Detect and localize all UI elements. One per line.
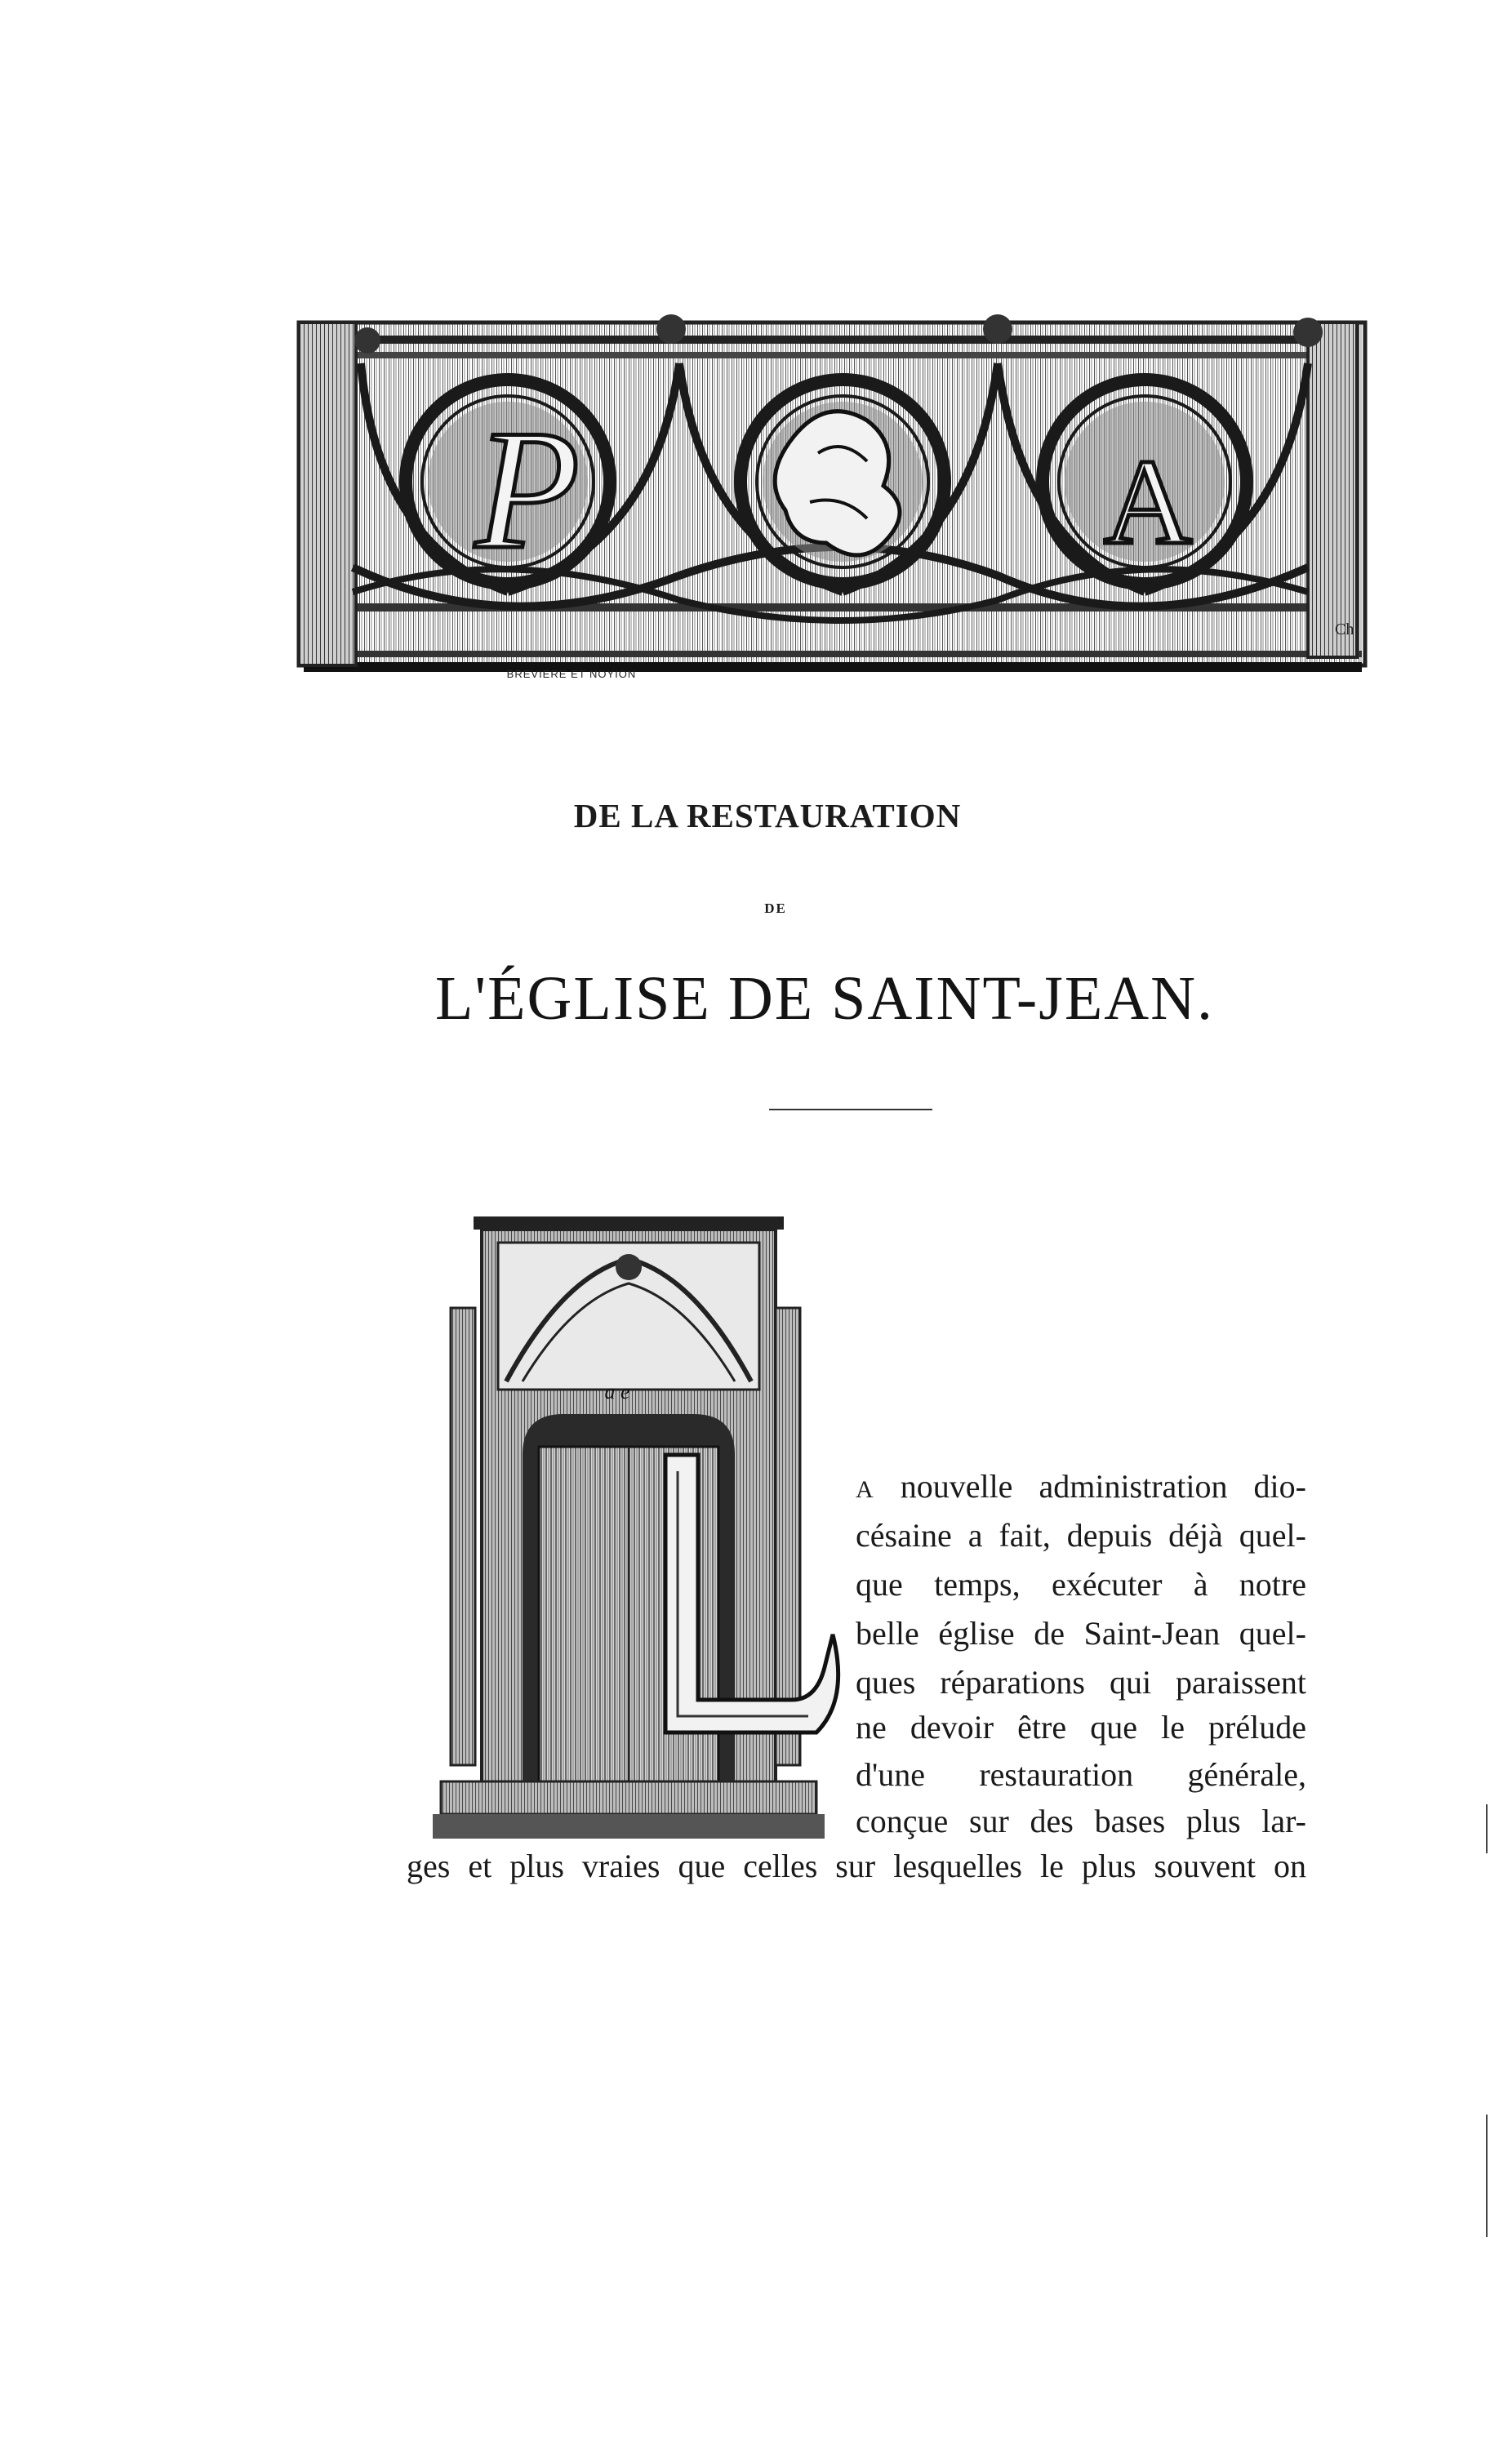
svg-text:P: P xyxy=(475,395,580,585)
dropcap-monogram: a e xyxy=(604,1380,630,1403)
body-line-7: d'une restauration générale, xyxy=(856,1756,1306,1793)
title-line-eglise: L'ÉGLISE DE SAINT-JEAN. xyxy=(434,964,1215,1033)
body-line-9: ges et plus vraies que celles sur lesquelles le plus souvent on xyxy=(407,1848,1306,1884)
svg-text:A: A xyxy=(1104,434,1193,570)
body-line-6: ne devoir être que le prélude xyxy=(856,1709,1306,1746)
body-line-5: ques réparations qui paraissent xyxy=(856,1664,1306,1701)
body-line-2: césaine a fait, depuis déjà quel- xyxy=(856,1517,1306,1554)
scan-mark xyxy=(1486,1804,1488,1853)
title-divider-rule xyxy=(769,1109,932,1110)
title-line-restauration: DE LA RESTAURATION xyxy=(573,797,962,834)
banner-monogram: Ch xyxy=(1335,620,1354,638)
title-line-de: DE xyxy=(764,901,787,916)
decorative-banner-engraving xyxy=(296,298,1370,706)
scan-mark xyxy=(1486,2115,1488,2237)
engraver-signature: BREVIERE ET NOYION xyxy=(506,668,637,680)
body-line-4: belle église de Saint-Jean quel- xyxy=(856,1615,1306,1652)
body-line-1-cap: A xyxy=(856,1476,874,1503)
body-line-1-text: nouvelle administration dio- xyxy=(874,1468,1306,1505)
body-line-1 xyxy=(856,1467,1306,1508)
body-line-3: que temps, exécuter à notre xyxy=(856,1566,1306,1603)
dropcap-illustration-letter-l xyxy=(433,1210,841,1847)
body-line-8: conçue sur des bases plus lar- xyxy=(856,1803,1306,1839)
